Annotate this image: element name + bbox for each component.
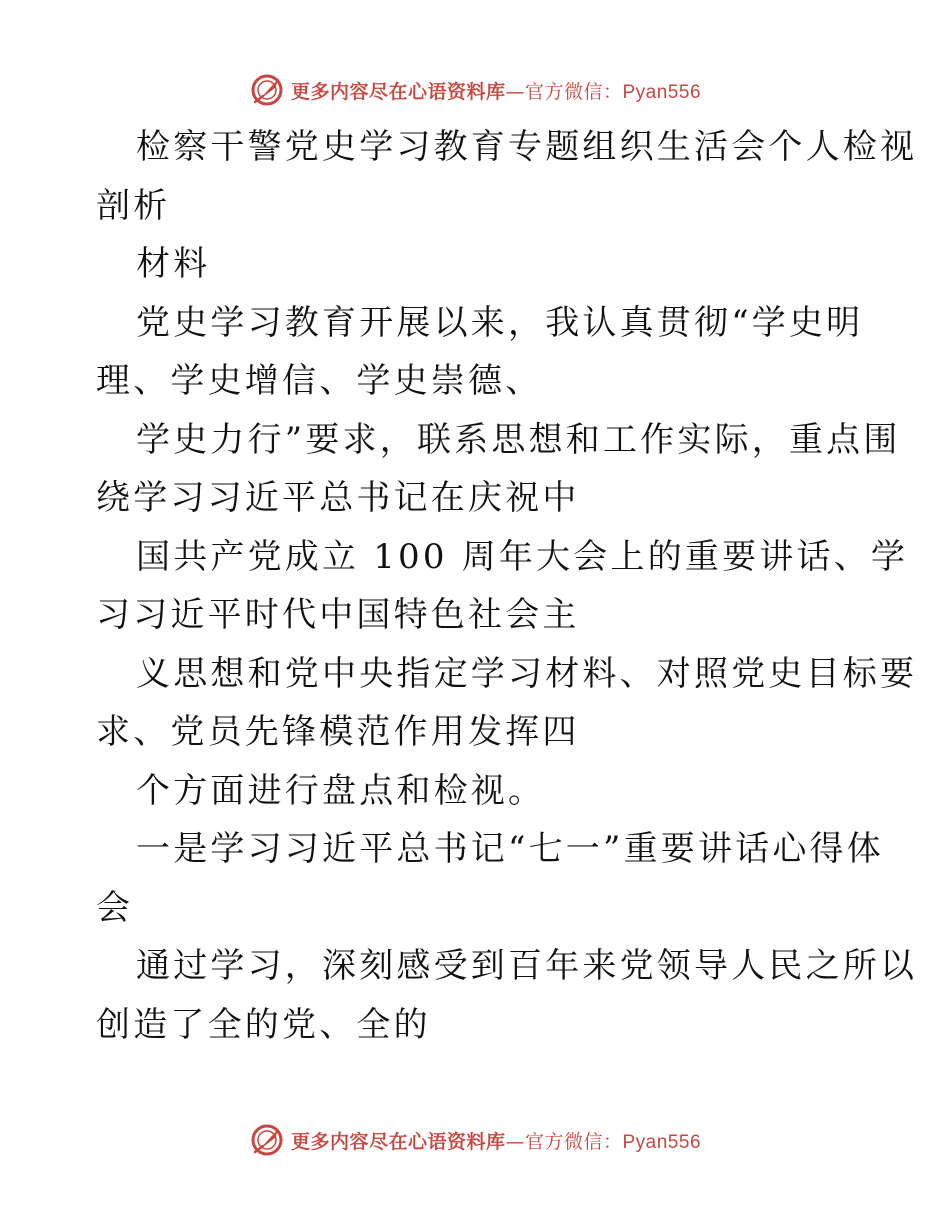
header-wechat-id: Pyan556 [622, 81, 702, 103]
document-body [96, 118, 918, 1054]
header-banner-text [291, 77, 701, 104]
text-line: 义思想和党中央指定学习材料、对照党史目标要 [136, 653, 918, 694]
text-line: 习习近平时代中国特色社会主 [96, 595, 580, 635]
footer-wechat-label: 官方微信： [524, 1130, 623, 1153]
text-line: 学史力行”要求，联系思想和工作实际，重点围 [136, 419, 901, 460]
header-site-text: 更多内容尽在心语资料库 [290, 80, 506, 103]
text-line: 党史学习教育开展以来，我认真贯彻“学史明 [136, 302, 864, 343]
quill-seal-icon [249, 1122, 285, 1158]
footer-banner-text [291, 1127, 701, 1154]
text-line: 会 [96, 887, 134, 928]
footer-banner [0, 1120, 950, 1160]
footer-separator: — [505, 1130, 525, 1153]
text-line: 一是学习习近平总书记“七一”重要讲话心得体 [136, 829, 884, 869]
footer-wechat-id: Pyan556 [622, 1131, 702, 1153]
header-banner [0, 70, 950, 110]
header-wechat-label: 官方微信： [524, 80, 623, 103]
text-line: 材料 [136, 244, 211, 284]
footer-site-text: 更多内容尽在心语资料库 [290, 1130, 506, 1153]
text-line: 求、党员先锋模范作用发挥四 [96, 712, 580, 752]
text-line: 通过学习，深刻感受到百年来党领导人民之所以 [136, 946, 918, 986]
quill-seal-icon [249, 72, 285, 108]
text-line: 创造了全的党、全的 [96, 1004, 431, 1045]
header-separator: — [505, 80, 525, 103]
text-line: 剖析 [96, 185, 171, 226]
text-line: 理、学史增信、学史崇德、 [96, 361, 543, 401]
text-line: 国共产党成立 100 周年大会上的重要讲话、学 [136, 536, 909, 577]
text-line: 绕学习习近平总书记在庆祝中 [96, 478, 580, 518]
text-line: 检察干警党史学习教育专题组织生活会个人检视 [136, 127, 918, 167]
text-line: 个方面进行盘点和检视。 [136, 770, 546, 811]
